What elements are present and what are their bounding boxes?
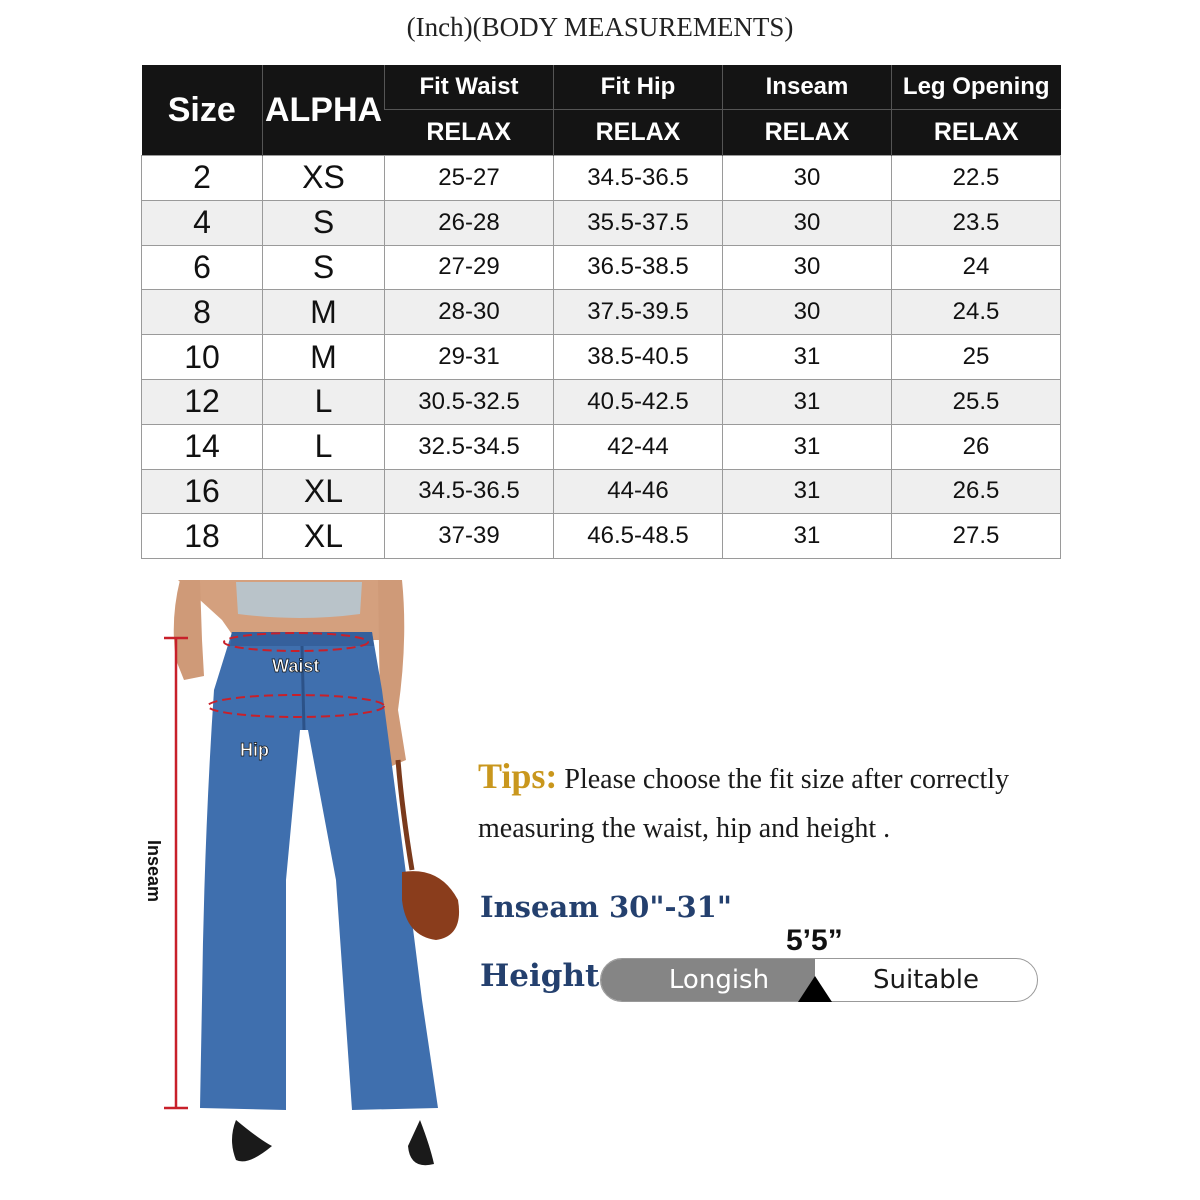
cell-waist: 28-30 — [385, 290, 554, 335]
cell-inseam: 31 — [723, 469, 892, 514]
height-scale-longish-label: Longish — [668, 965, 770, 995]
cell-waist: 34.5-36.5 — [385, 469, 554, 514]
cell-leg-opening: 27.5 — [892, 514, 1061, 559]
cell-size: 14 — [142, 424, 263, 469]
cell-alpha: XL — [263, 469, 385, 514]
cell-leg-opening: 23.5 — [892, 200, 1061, 245]
cell-waist: 29-31 — [385, 335, 554, 380]
cell-inseam: 31 — [723, 379, 892, 424]
cell-leg-opening: 24 — [892, 245, 1061, 290]
cell-waist: 32.5-34.5 — [385, 424, 554, 469]
header-size: Size — [142, 65, 263, 156]
height-label: Height — [480, 958, 600, 994]
waist-label: Waist — [272, 656, 320, 676]
table-row — [142, 379, 1061, 424]
cell-hip: 35.5-37.5 — [554, 200, 723, 245]
tips-label: Tips: — [478, 756, 558, 796]
cell-alpha: M — [263, 290, 385, 335]
cell-leg-opening: 26.5 — [892, 469, 1061, 514]
header-alpha: ALPHA — [263, 65, 385, 156]
cell-size: 10 — [142, 335, 263, 380]
chart-title: (Inch)(BODY MEASUREMENTS) — [406, 12, 794, 42]
height-scale-suitable-label: Suitable — [872, 965, 980, 995]
header-relax-leg: RELAX — [892, 110, 1061, 156]
cell-leg-opening: 25 — [892, 335, 1061, 380]
cell-size: 8 — [142, 290, 263, 335]
cell-waist: 25-27 — [385, 156, 554, 201]
table-row — [142, 245, 1061, 290]
table-row — [142, 514, 1061, 559]
cell-size: 18 — [142, 514, 263, 559]
header-relax-waist: RELAX — [385, 110, 554, 156]
size-chart-table — [141, 65, 1061, 559]
table-body — [142, 156, 1061, 559]
cell-waist: 26-28 — [385, 200, 554, 245]
header-relax-hip: RELAX — [554, 110, 723, 156]
cell-size: 16 — [142, 469, 263, 514]
cell-inseam: 31 — [723, 424, 892, 469]
table-row — [142, 424, 1061, 469]
left-arm — [174, 580, 204, 680]
cell-alpha: M — [263, 335, 385, 380]
cell-inseam: 31 — [723, 514, 892, 559]
cell-leg-opening: 26 — [892, 424, 1061, 469]
cell-hip: 44-46 — [554, 469, 723, 514]
cell-leg-opening: 24.5 — [892, 290, 1061, 335]
inseam-range-label: Inseam 30"-31" — [480, 890, 732, 924]
header-fit-hip: Fit Hip — [554, 65, 723, 110]
cell-inseam: 30 — [723, 156, 892, 201]
cell-alpha: XS — [263, 156, 385, 201]
cell-inseam: 30 — [723, 290, 892, 335]
cell-hip: 42-44 — [554, 424, 723, 469]
header-relax-inseam: RELAX — [723, 110, 892, 156]
table-row — [142, 469, 1061, 514]
header-inseam: Inseam — [723, 65, 892, 110]
cell-inseam: 31 — [723, 335, 892, 380]
cell-hip: 38.5-40.5 — [554, 335, 723, 380]
crop-top — [236, 582, 362, 618]
cell-size: 4 — [142, 200, 263, 245]
height-marker-label: 5’5” — [786, 924, 843, 957]
cell-size: 12 — [142, 379, 263, 424]
cell-waist: 27-29 — [385, 245, 554, 290]
cell-waist: 37-39 — [385, 514, 554, 559]
cell-alpha: L — [263, 424, 385, 469]
cell-inseam: 30 — [723, 200, 892, 245]
cell-hip: 37.5-39.5 — [554, 290, 723, 335]
height-marker-triangle-icon — [798, 976, 832, 1002]
cell-inseam: 30 — [723, 245, 892, 290]
cell-hip: 36.5-38.5 — [554, 245, 723, 290]
header-fit-waist: Fit Waist — [385, 65, 554, 110]
table-row — [142, 200, 1061, 245]
cell-alpha: L — [263, 379, 385, 424]
cell-alpha: S — [263, 245, 385, 290]
cell-waist: 30.5-32.5 — [385, 379, 554, 424]
cell-alpha: XL — [263, 514, 385, 559]
jeans — [200, 632, 438, 1110]
cell-hip: 40.5-42.5 — [554, 379, 723, 424]
left-shoe — [232, 1120, 272, 1161]
cell-hip: 34.5-36.5 — [554, 156, 723, 201]
table-row — [142, 156, 1061, 201]
cell-hip: 46.5-48.5 — [554, 514, 723, 559]
hip-label: Hip — [240, 740, 269, 760]
cell-leg-opening: 22.5 — [892, 156, 1061, 201]
cell-size: 6 — [142, 245, 263, 290]
inseam-vertical-label: Inseam — [144, 840, 164, 903]
table-row — [142, 335, 1061, 380]
header-leg-opening: Leg Opening — [892, 65, 1061, 110]
cell-size: 2 — [142, 156, 263, 201]
tips-block — [478, 752, 1078, 853]
table-row — [142, 290, 1061, 335]
cell-alpha: S — [263, 200, 385, 245]
table-header — [142, 65, 1061, 156]
right-shoe — [408, 1120, 434, 1165]
tips-text: Please choose the fit size after correctly measuring the waist, hip and height . — [478, 764, 1010, 844]
model-measurement-illustration — [140, 580, 470, 1180]
cell-leg-opening: 25.5 — [892, 379, 1061, 424]
